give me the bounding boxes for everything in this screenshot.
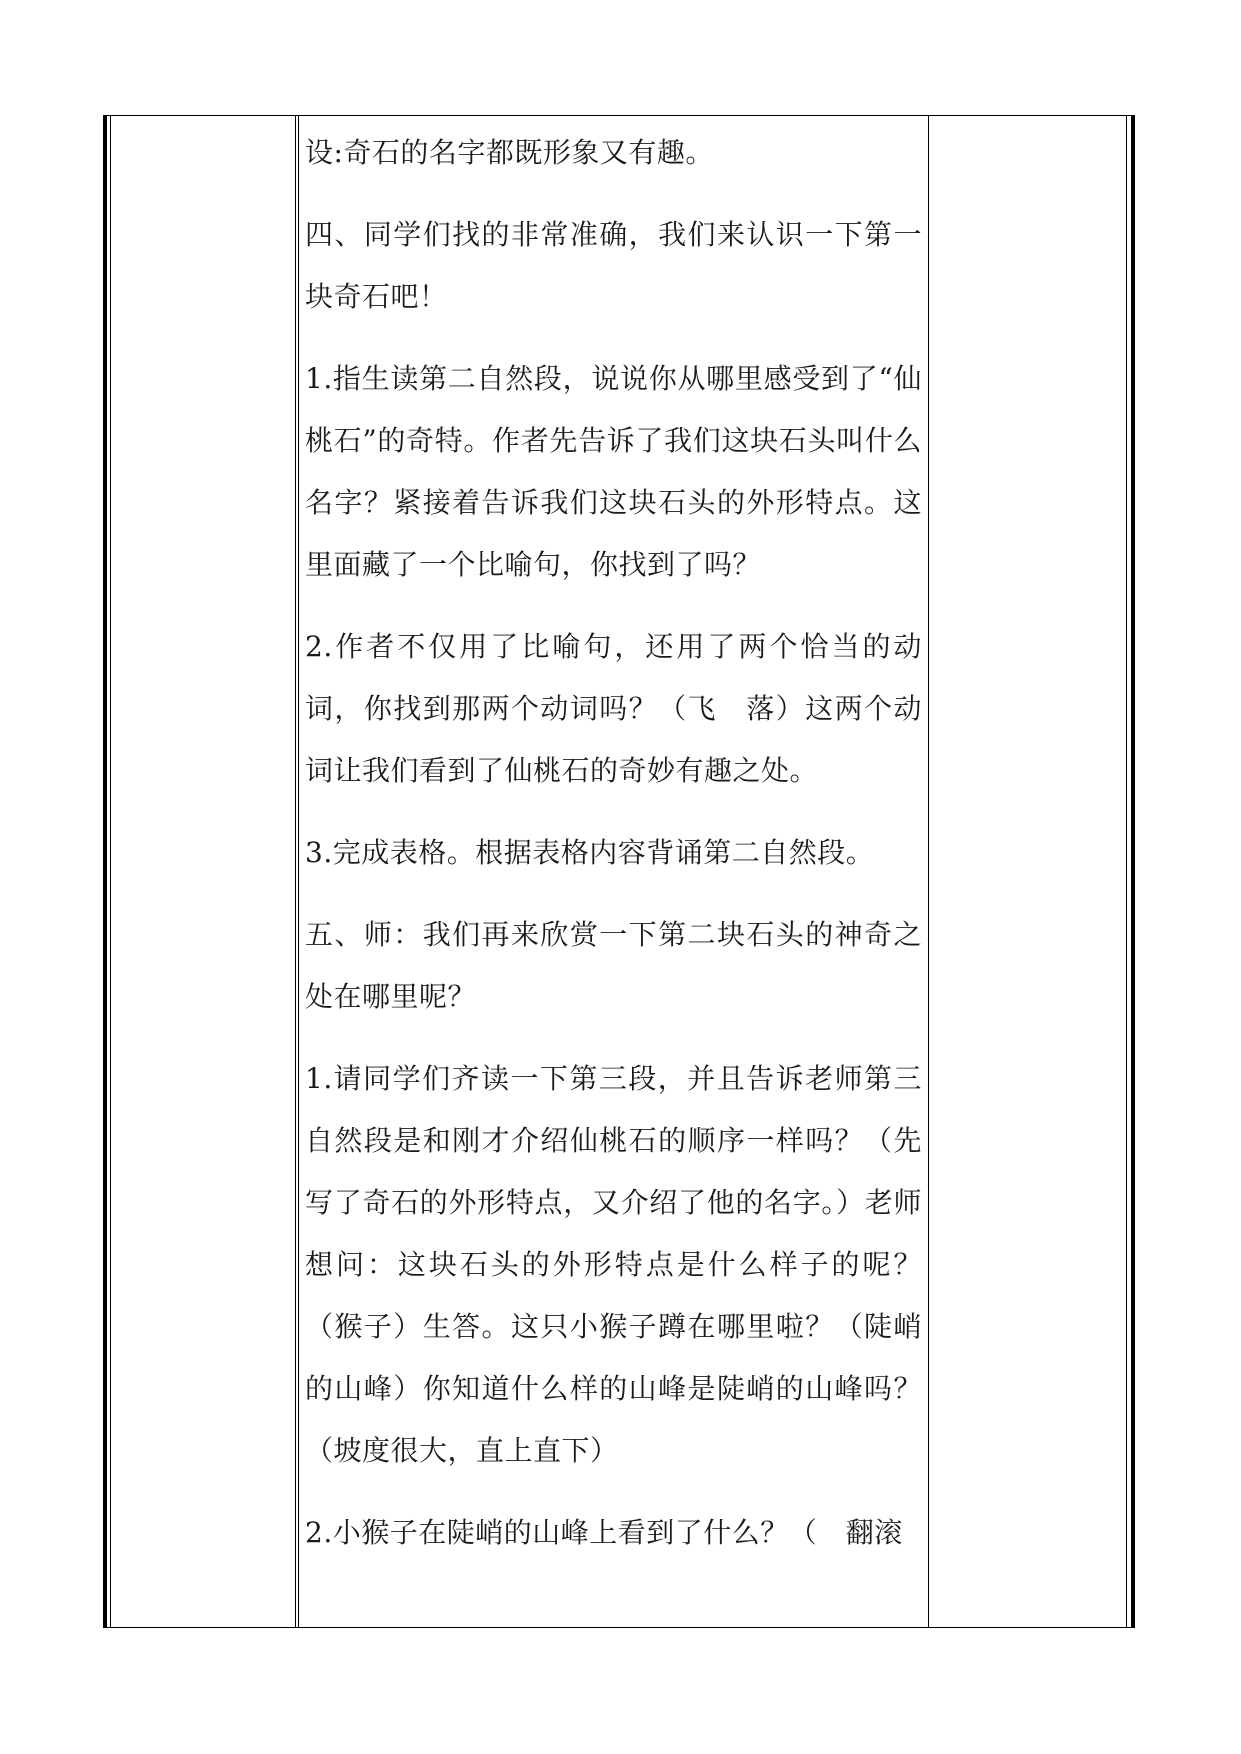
table-bottom-border bbox=[103, 1627, 1135, 1628]
column-divider-right bbox=[928, 115, 929, 1628]
table-right-inner-border bbox=[1126, 115, 1127, 1628]
paragraph: 五、师：我们再来欣赏一下第二块石头的神奇之处在哪里呢？ bbox=[305, 918, 922, 1013]
paragraph: 2.小猴子在陡峭的山峰上看到了什么？（ 翻滚 bbox=[305, 1516, 903, 1549]
column-divider-left bbox=[295, 115, 296, 1628]
paragraph: 1.指生读第二自然段，说说你从哪里感受到了“仙桃石”的奇特。作者先告诉了我们这块石头叫什么名字？紧接着告诉我们这块石头的外形特点。这里面藏了一个比喻句，你找到了吗？ bbox=[305, 362, 922, 581]
table-left-border bbox=[103, 115, 107, 1628]
teaching-process-cell bbox=[305, 122, 922, 1564]
table-left-inner-border bbox=[110, 115, 111, 1628]
paragraph: 设:奇石的名字都既形象又有趣。 bbox=[305, 136, 714, 169]
column-divider-left-double bbox=[298, 115, 299, 1628]
table-top-border bbox=[103, 115, 1135, 116]
paragraph: 2.作者不仅用了比喻句，还用了两个恰当的动词，你找到那两个动词吗？（飞 落）这两个动词让我们看到了仙桃石的奇妙有趣之处。 bbox=[305, 630, 922, 787]
table-right-border bbox=[1131, 115, 1135, 1628]
paragraph: 四、同学们找的非常准确，我们来认识一下第一块奇石吧！ bbox=[305, 218, 922, 313]
paragraph: 1.请同学们齐读一下第三段，并且告诉老师第三自然段是和刚才介绍仙桃石的顺序一样吗？（先写了奇石的外形特点，又介绍了他的名字。）老师想问：这块石头的外形特点是什么样子的呢？（猴子）生答。这只小猴子蹲在哪里啦？（陡峭的山峰）你知道什么样的山峰是陡峭的山峰吗？（坡度很大，直上直下） bbox=[305, 1062, 922, 1467]
paragraph: 3.完成表格。根据表格内容背诵第二自然段。 bbox=[305, 836, 875, 869]
